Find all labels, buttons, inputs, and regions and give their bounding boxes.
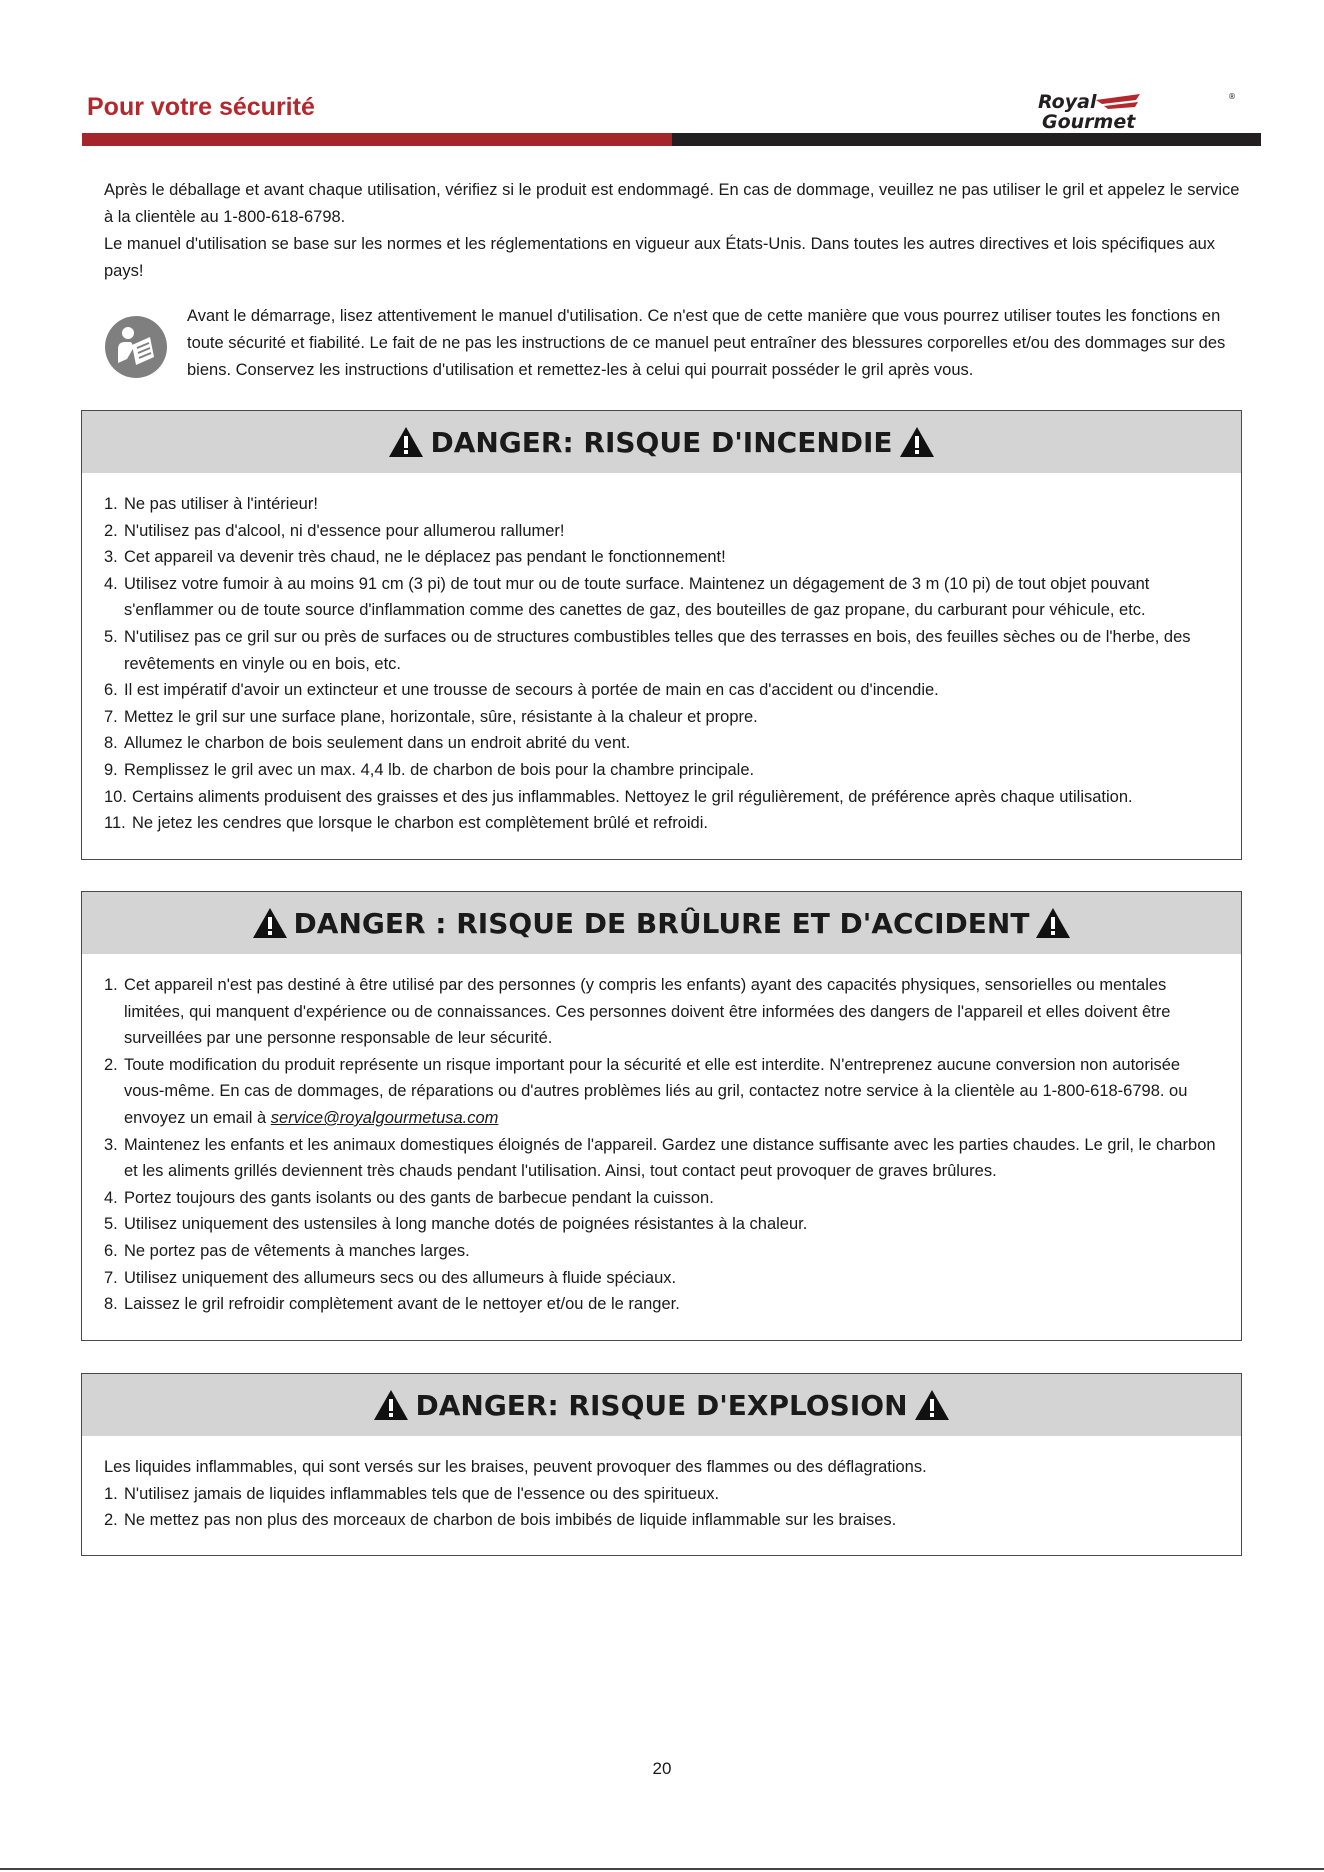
intro-paragraph: Le manuel d'utilisation se base sur les normes et les réglementations en vigueur aux États-Unis. Dans toutes les autres directives et lois spécifiques aux pays!	[104, 235, 1216, 280]
list-item: 4. Utilisez votre fumoir à au moins 91 cm (3 pi) de tout mur ou de toute surface. Maintenez un dégagement de 3 m (10 pi) de tout objet pouvant s'enflammer ou de toute source d'inflammation comme des canettes de gaz, des bouteilles de gaz propane, du carburant pour véhicule, etc.	[104, 574, 1150, 620]
list-item: 1. Cet appareil n'est pas destiné à être utilisé par des personnes (y compris les enfants) ayant des capacités physiques, sensorielles ou mentales limitées, qui manquent d'expérience ou de connaissances. Ces personnes doivent être informées des dangers de l'appareil et elles doivent être surveillées par une personne responsable de leur sécurité.	[104, 976, 1171, 1048]
intro-text	[104, 177, 1244, 285]
list-item: 6. Il est impératif d'avoir un extincteur et une trousse de secours à portée de main en cas d'accident ou d'incendie.	[104, 681, 939, 700]
header-bar-red	[82, 133, 672, 146]
list-item: 5. Utilisez uniquement des ustensiles à long manche dotés de poignées résistantes à la chaleur.	[104, 1215, 808, 1234]
read-manual-icon	[104, 315, 168, 379]
list-item: 3. Cet appareil va devenir très chaud, ne le déplacez pas pendant le fonctionnement!	[104, 548, 726, 567]
list-item: 10. Certains aliments produisent des graisses et des jus inflammables. Nettoyez le gril régulièrement, de préférence après chaque utilisation.	[104, 787, 1133, 806]
warning-icon	[373, 1389, 409, 1421]
manual-notice-text: Avant le démarrage, lisez attentivement le manuel d'utilisation. Ce n'est que de cette manière que vous pourrez utiliser toutes les fonctions en toute sécurité et fiabilité. Le fait de ne pas les instructions de ce manuel peut entraîner des blessures corporelles et/ou des dommages sur des biens. Conservez les instructions d'utilisation et remettez-les à celui qui pourrait posséder le gril après vous.	[187, 307, 1226, 379]
warning-icon	[1035, 907, 1071, 939]
list-item: 4. Portez toujours des gants isolants ou des gants de barbecue pendant la cuisson.	[104, 1188, 714, 1207]
page-number: 20	[652, 1759, 672, 1778]
burn-danger-box	[81, 891, 1242, 1341]
list-item: 5. N'utilisez pas ce gril sur ou près de surfaces ou de structures combustibles telles que des terrasses en bois, des feuilles sèches ou de l'herbe, des revêtements en vinyle ou en bois, etc.	[104, 627, 1191, 673]
burn-danger-title: DANGER : RISQUE DE BRÛLURE ET D'ACCIDENT	[293, 906, 1030, 940]
warning-icon	[914, 1389, 950, 1421]
list-item: 2. Toute modification du produit représente un risque important pour la sécurité et elle est interdite. N'entreprenez aucune conversion non autorisée vous-même. En cas de dommages, de réparations ou d'autres problèmes liés au gril, contactez notre service à la clientèle au 1-800-618-6798. ou envoyez un email à service@royalgourmetusa.com	[104, 1055, 1188, 1127]
svg-text:Gourmet: Gourmet	[1042, 111, 1136, 130]
list-item: 8. Laissez le gril refroidir complètement avant de le nettoyer et/ou de le ranger.	[104, 1295, 680, 1314]
royal-gourmet-logo	[1036, 90, 1236, 130]
warning-icon	[899, 426, 935, 458]
list-item: 7. Mettez le gril sur une surface plane, horizontale, sûre, résistante à la chaleur et propre.	[104, 707, 758, 726]
list-item: 1. Ne pas utiliser à l'intérieur!	[104, 495, 318, 513]
fire-danger-header	[82, 411, 1241, 473]
support-email-link[interactable]: service@royalgourmetusa.com	[270, 1108, 499, 1127]
fire-danger-box	[81, 410, 1242, 860]
list-item: 7. Utilisez uniquement des allumeurs secs ou des allumeurs à fluide spéciaux.	[104, 1268, 677, 1287]
intro-paragraph: Après le déballage et avant chaque utilisation, vérifiez si le produit est endommagé. En cas de dommage, veuillez ne pas utiliser le gril et appelez le service à la clientèle au 1-800-618-6798.	[104, 181, 1240, 226]
list-item: 2. Ne mettez pas non plus des morceaux de charbon de bois imbibés de liquide inflammable sur les braises.	[104, 1511, 897, 1530]
list-item: 3. Maintenez les enfants et les animaux domestiques éloignés de l'appareil. Gardez une distance suffisante avec les parties chaudes. Le gril, le charbon et les aliments grillés deviennent très chauds pendant l'utilisation. Ainsi, tout contact peut provoquer de graves brûlures.	[104, 1135, 1216, 1181]
explosion-danger-header	[82, 1374, 1241, 1436]
explosion-intro: Les liquides inflammables, qui sont versés sur les braises, peuvent provoquer des flammes ou des déflagrations.	[104, 1458, 927, 1476]
list-item: 6. Ne portez pas de vêtements à manches larges.	[104, 1241, 470, 1260]
fire-danger-title: DANGER: RISQUE D'INCENDIE	[430, 425, 893, 459]
page-title: Pour votre sécurité	[87, 93, 315, 121]
bottom-rule	[0, 1868, 1324, 1870]
warning-icon	[388, 426, 424, 458]
list-item: 1. N'utilisez jamais de liquides inflammables tels que de l'essence ou des spiritueux.	[104, 1484, 720, 1503]
svg-text:Royal: Royal	[1038, 91, 1097, 113]
warning-icon	[252, 907, 288, 939]
list-item: 8. Allumez le charbon de bois seulement dans un endroit abrité du vent.	[104, 734, 631, 753]
explosion-danger-box	[81, 1373, 1242, 1556]
explosion-danger-title: DANGER: RISQUE D'EXPLOSION	[415, 1388, 908, 1422]
list-item: 9. Remplissez le gril avec un max. 4,4 lb. de charbon de bois pour la chambre principale.	[104, 760, 755, 779]
list-item: 2. N'utilisez pas d'alcool, ni d'essence pour allumerou rallumer!	[104, 521, 565, 540]
header-bar-dark	[672, 133, 1261, 146]
list-item: 11. Ne jetez les cendres que lorsque le charbon est complètement brûlé et refroidi.	[104, 814, 708, 833]
svg-text:®: ®	[1228, 92, 1236, 101]
burn-danger-header	[82, 892, 1241, 954]
